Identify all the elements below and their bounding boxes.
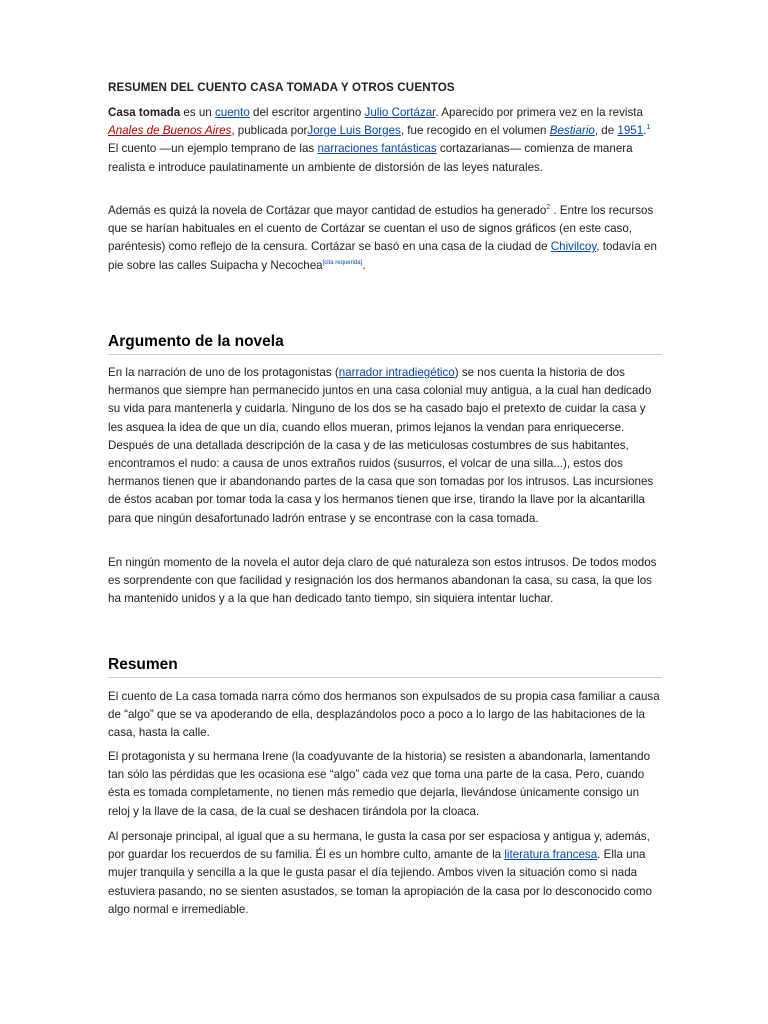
intruders-paragraph: En ningún momento de la novela el autor deja claro de qué naturaleza son estos intrusos. De todos modos es sorprendente con que facilidad y resignación los dos hermanos abandonan la casa, su casa, la que los ha mantenido unidos y a la que han dedicado tanto tiempo, sin siquiera intentar luchar. [108, 556, 657, 606]
summary-paragraph-1: El cuento de La casa tomada narra cómo dos hermanos son expulsados de su propia casa familiar a causa de “algo” que se va apoderando de ella, desplazándolos poco a poco a lo largo de las habitaciones de la casa, hasta la calle. [108, 690, 660, 740]
text: es un [180, 106, 215, 119]
link-anales-de-buenos-aires[interactable]: Anales de Buenos Aires [108, 124, 232, 138]
citation-needed-link[interactable]: [cita requerida] [322, 259, 363, 266]
text: , publicada por [231, 124, 308, 138]
second-paragraph [108, 202, 662, 275]
link-narraciones-fantasticas[interactable]: narraciones fantásticas [317, 142, 437, 156]
link-chivilcoy[interactable]: Chivilcoy [550, 240, 597, 254]
text: Al personaje principal, al igual que a su hermana, le gusta la casa por ser espaciosa y antigua y, además, por guardar los recuerdos de su familia. Él es un hombre culto, amante de la [108, 830, 650, 862]
text: cortazarianas— comienza de manera realista e introduce paulatinamente un ambiente de distorsión de las leyes naturales. [108, 142, 633, 174]
document-title: RESUMEN DEL CUENTO CASA TOMADA Y OTROS CUENTOS [108, 81, 455, 94]
link-narrador-intradiegetico[interactable]: narrador intradiegético [338, 366, 455, 379]
link-1951[interactable]: 1951 [617, 124, 644, 138]
text: ) se nos cuenta la historia de dos hermanos que siempre han permanecido juntos en una casa colonial muy antigua, a la cual han dedicado su vida para mantenerla y cuidarla. Ninguno de los dos se ha casado bajo el pretexto de cuidar la casa y les asquea la idea de que un día, cuando ellos mueran, primos lejanos la vendan para enriquecerse. Después de una detallada descripción de la casa y de las meticulosas costumbres de sus habitantes, encontramos el nudo: a causa de unos extraños ruidos (susurros, el volcar de una silla...), estos dos hermanos tienen que ir abandonando partes de la casa que son tomadas por los intrusos. Las incursiones de éstos acaban por tomar toda la casa y los hermanos tienen que irse, tirando la llave por la alcantarilla para que ningún desafortunado ladrón entrase y se encontrase con la casa tomada. [108, 366, 654, 525]
text: del escritor argentino [249, 106, 365, 119]
text: Además es quizá la novela de Cortázar que mayor cantidad de estudios ha generado [108, 204, 547, 217]
text: , todavía en pie sobre las calles Suipacha y Necochea [108, 240, 657, 272]
text: , de [594, 124, 618, 138]
reference-2[interactable]: 2 [546, 204, 551, 212]
text: . Aparecido por primera vez en la revista [435, 106, 643, 119]
text: . [643, 124, 647, 138]
link-julio-cortazar[interactable]: Julio Cortázar [364, 106, 436, 119]
section-heading-argumento: Argumento de la novela [108, 333, 662, 355]
intro-paragraph [108, 104, 662, 177]
summary-paragraph-2: El protagonista y su hermana Irene (la coadyuvante de la historia) se resisten a abandonarla, lamentando tan sólo las pérdidas que les ocasiona ese “algo” cada vez que toma una parte de la casa. Pero, cuando ésta es tomada completamente, no tienen más remedio que dejarla, llevándose únicamente consigo un reloj y la llave de la casa, de la cual se deshacen tirándola por la cloaca. [108, 750, 651, 818]
link-bestiario[interactable]: Bestiario [549, 124, 595, 138]
reference-1[interactable]: 1 [646, 124, 651, 132]
text: , fue recogido en el volumen [400, 124, 550, 138]
link-jorge-luis-borges[interactable]: Jorge Luis Borges [307, 124, 401, 138]
text: En la narración de uno de los protagonistas ( [108, 366, 339, 379]
link-cuento[interactable]: cuento [214, 106, 250, 119]
section-heading-resumen: Resumen [108, 656, 662, 678]
argument-paragraph [108, 364, 662, 528]
bold-term: Casa tomada [108, 106, 181, 119]
summary-paragraph-3 [108, 828, 662, 919]
text: . Ella una mujer tranquila y sencilla a la que le gusta pasar el día tejiendo. Ambos viven la situación como si nada estuviera pasando, no se sienten asustados, se toman la apropiación de la casa por lo desconocido como algo normal e irremediable. [108, 848, 652, 916]
text: . Entre los recursos que se harían habituales en el cuento de Cortázar se cuentan el uso de signos gráficos (en este caso, paréntesis) como reflejo de la censura. Cortázar se basó en una casa de la ciudad de [108, 204, 654, 254]
text: El cuento —un ejemplo temprano de las [108, 142, 318, 156]
text: . [362, 258, 366, 272]
link-literatura-francesa[interactable]: literatura francesa [504, 848, 598, 862]
